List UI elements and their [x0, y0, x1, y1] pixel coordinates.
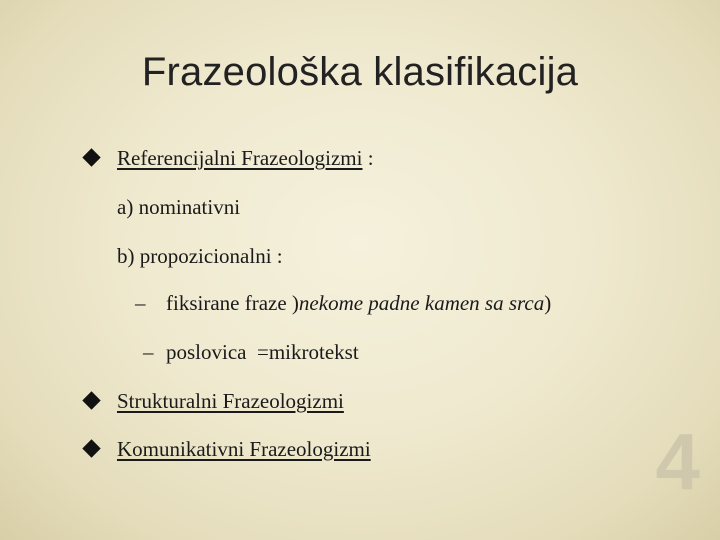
list-item-suffix: )	[544, 291, 552, 315]
diamond-bullet-icon	[82, 439, 100, 457]
dash-bullet: –	[135, 291, 146, 315]
list-item-text: fiksirane fraze )	[166, 291, 299, 315]
diamond-bullet-icon	[82, 148, 100, 166]
list-item-text: Strukturalni Frazeologizmi	[117, 389, 344, 413]
list-item-fiksirane-fraze	[166, 291, 551, 315]
diamond-bullet-icon	[82, 391, 100, 409]
list-item-nominativni	[117, 195, 240, 219]
slide-number: 4	[655, 417, 700, 506]
list-item-suffix: :	[362, 146, 374, 170]
dash-bullet: –	[143, 340, 154, 364]
list-item-komunikativni	[117, 437, 371, 461]
list-item-referencijalni	[117, 146, 374, 170]
list-item-example: nekome padne kamen sa srca	[298, 291, 545, 315]
list-item-text: poslovica =mikrotekst	[166, 340, 359, 364]
list-item-text: a) nominativni	[117, 195, 241, 219]
list-item-propozicionalni	[117, 244, 283, 268]
list-item-strukturalni	[117, 389, 344, 413]
list-item-text: b) propozicionalni :	[117, 244, 283, 268]
list-item-poslovica	[166, 340, 359, 364]
list-item-text: Komunikativni Frazeologizmi	[117, 437, 371, 461]
list-item-text: Referencijalni Frazeologizmi	[117, 146, 363, 170]
slide-title: Frazeološka klasifikacija	[141, 50, 579, 94]
